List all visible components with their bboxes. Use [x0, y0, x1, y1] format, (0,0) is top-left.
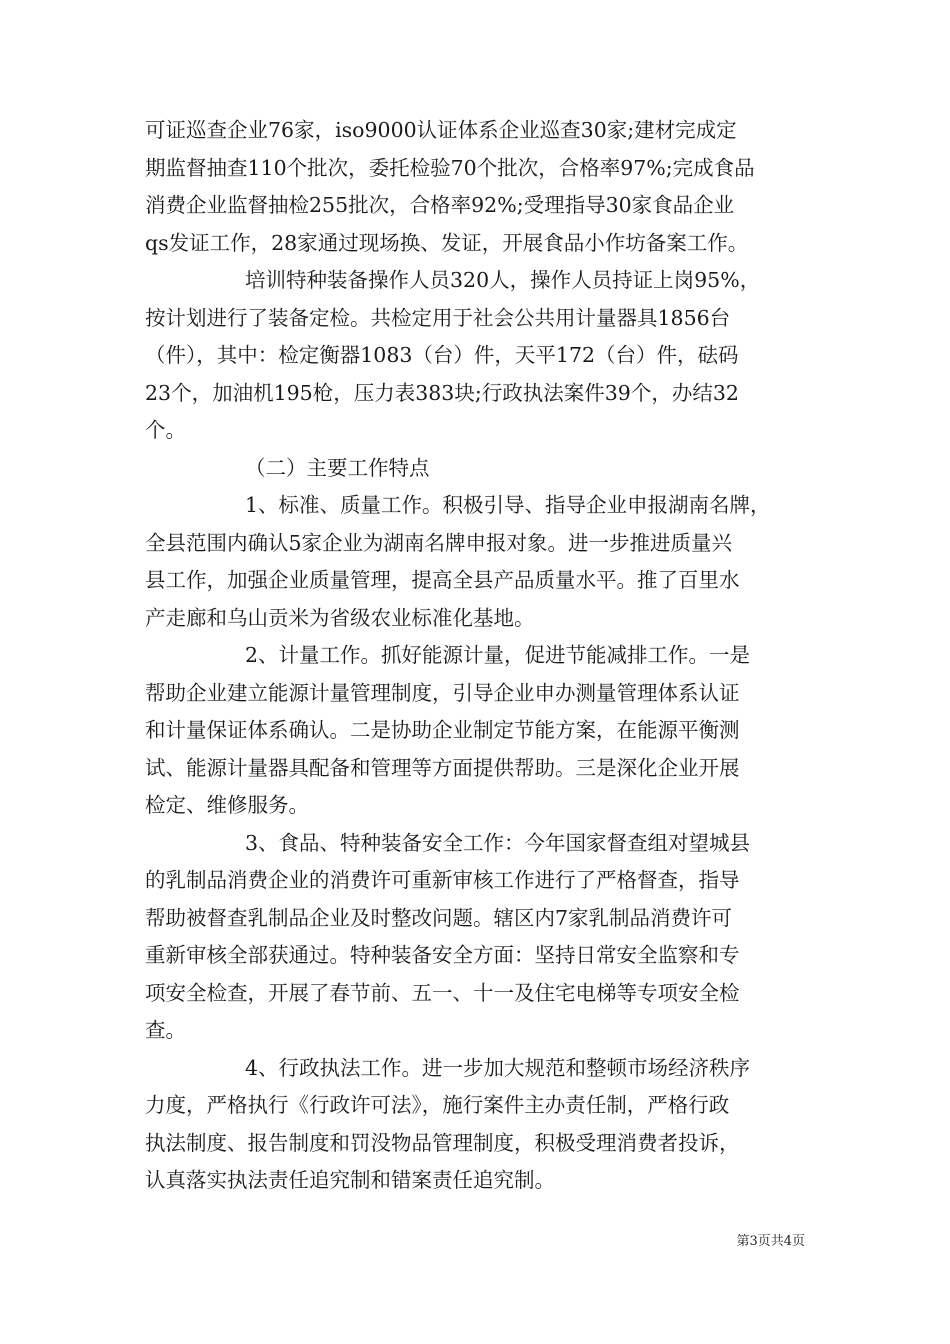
text-line: 查。: [145, 1018, 186, 1042]
text-line: 3、食品、特种装备安全工作：今年国家督查组对望城县: [245, 830, 751, 855]
text-line: 培训特种装备操作人员320人，操作人员持证上岗95%，: [245, 268, 761, 292]
text-line: 县工作，加强企业质量管理，提高全县产品质量水平。推了百里水: [145, 568, 740, 592]
text-line: 按计划进行了装备定检。共检定用于社会公共用计量器具1856台: [145, 305, 731, 330]
page-number: 第3页共4页: [736, 1234, 805, 1249]
text-line: 2、计量工作。抓好能源计量，促进节能减排工作。一是: [245, 643, 751, 667]
text-line: 执法制度、报告制度和罚没物品管理制度，积极受理消费者投诉，: [145, 1130, 740, 1155]
text-line: 帮助被督查乳制品企业及时整改问题。辖区内7家乳制品消费许可: [145, 905, 733, 930]
text-line: 帮助企业建立能源计量管理制度，引导企业申办测量管理体系认证: [145, 680, 740, 705]
text-line: 全县范围内确认5家企业为湖南名牌申报对象。进一步推进质量兴: [145, 530, 733, 555]
paragraph: [145, 112, 817, 262]
text-line: 和计量保证体系确认。二是协助企业制定节能方案，在能源平衡测: [145, 718, 740, 742]
text-line: （件），其中：检定衡器1083（台）件，天平172（台）件，砝码: [145, 343, 739, 367]
paragraph: [145, 825, 817, 1050]
text-line: 个。: [145, 418, 186, 442]
text-line: 检定、维修服务。: [145, 793, 309, 817]
text-line: 项安全检查，开展了春节前、五一、十一及住宅电梯等专项安全检: [145, 980, 740, 1005]
text-line: 的乳制品消费企业的消费许可重新审核工作进行了严格督查，指导: [145, 868, 740, 892]
text-line: 可证巡查企业76家，iso9000认证体系企业巡查30家;建材完成定: [145, 118, 737, 142]
text-line: 重新审核全部获通过。特种装备安全方面：坚持日常安全监察和专: [145, 943, 740, 967]
section-heading: [145, 450, 817, 488]
text-line: 期监督抽查110个批次，委托检验70个批次，合格率97%;完成食品: [145, 155, 755, 180]
text-line: 产走廊和乌山贡米为省级农业标准化基地。: [145, 605, 535, 630]
section-heading-text: （二）主要工作特点: [245, 455, 430, 480]
text-line: 力度，严格执行《行政许可法》，施行案件主办责任制，严格行政: [145, 1093, 730, 1117]
text-line: 消费企业监督抽检255批次，合格率92%;受理指导30家食品企业: [145, 193, 735, 217]
text-line: 4、行政执法工作。进一步加大规范和整顿市场经济秩序: [245, 1055, 751, 1080]
text-line: 1、标准、质量工作。积极引导、指导企业申报湖南名牌，: [245, 493, 771, 517]
text-line: 认真落实执法责任追究制和错案责任追究制。: [145, 1168, 555, 1192]
paragraph: [145, 262, 817, 450]
paragraph: [145, 1050, 817, 1200]
text-line: 23个，加油机195枪，压力表383块;行政执法案件39个，办结32: [145, 380, 739, 405]
text-line: qs发证工作，28家通过现场换、发证，开展食品小作坊备案工作。: [145, 230, 749, 255]
paragraph: [145, 637, 817, 825]
text-line: 试、能源计量器具配备和管理等方面提供帮助。三是深化企业开展: [145, 755, 740, 780]
document-body: [145, 112, 817, 1200]
paragraph: [145, 487, 817, 637]
